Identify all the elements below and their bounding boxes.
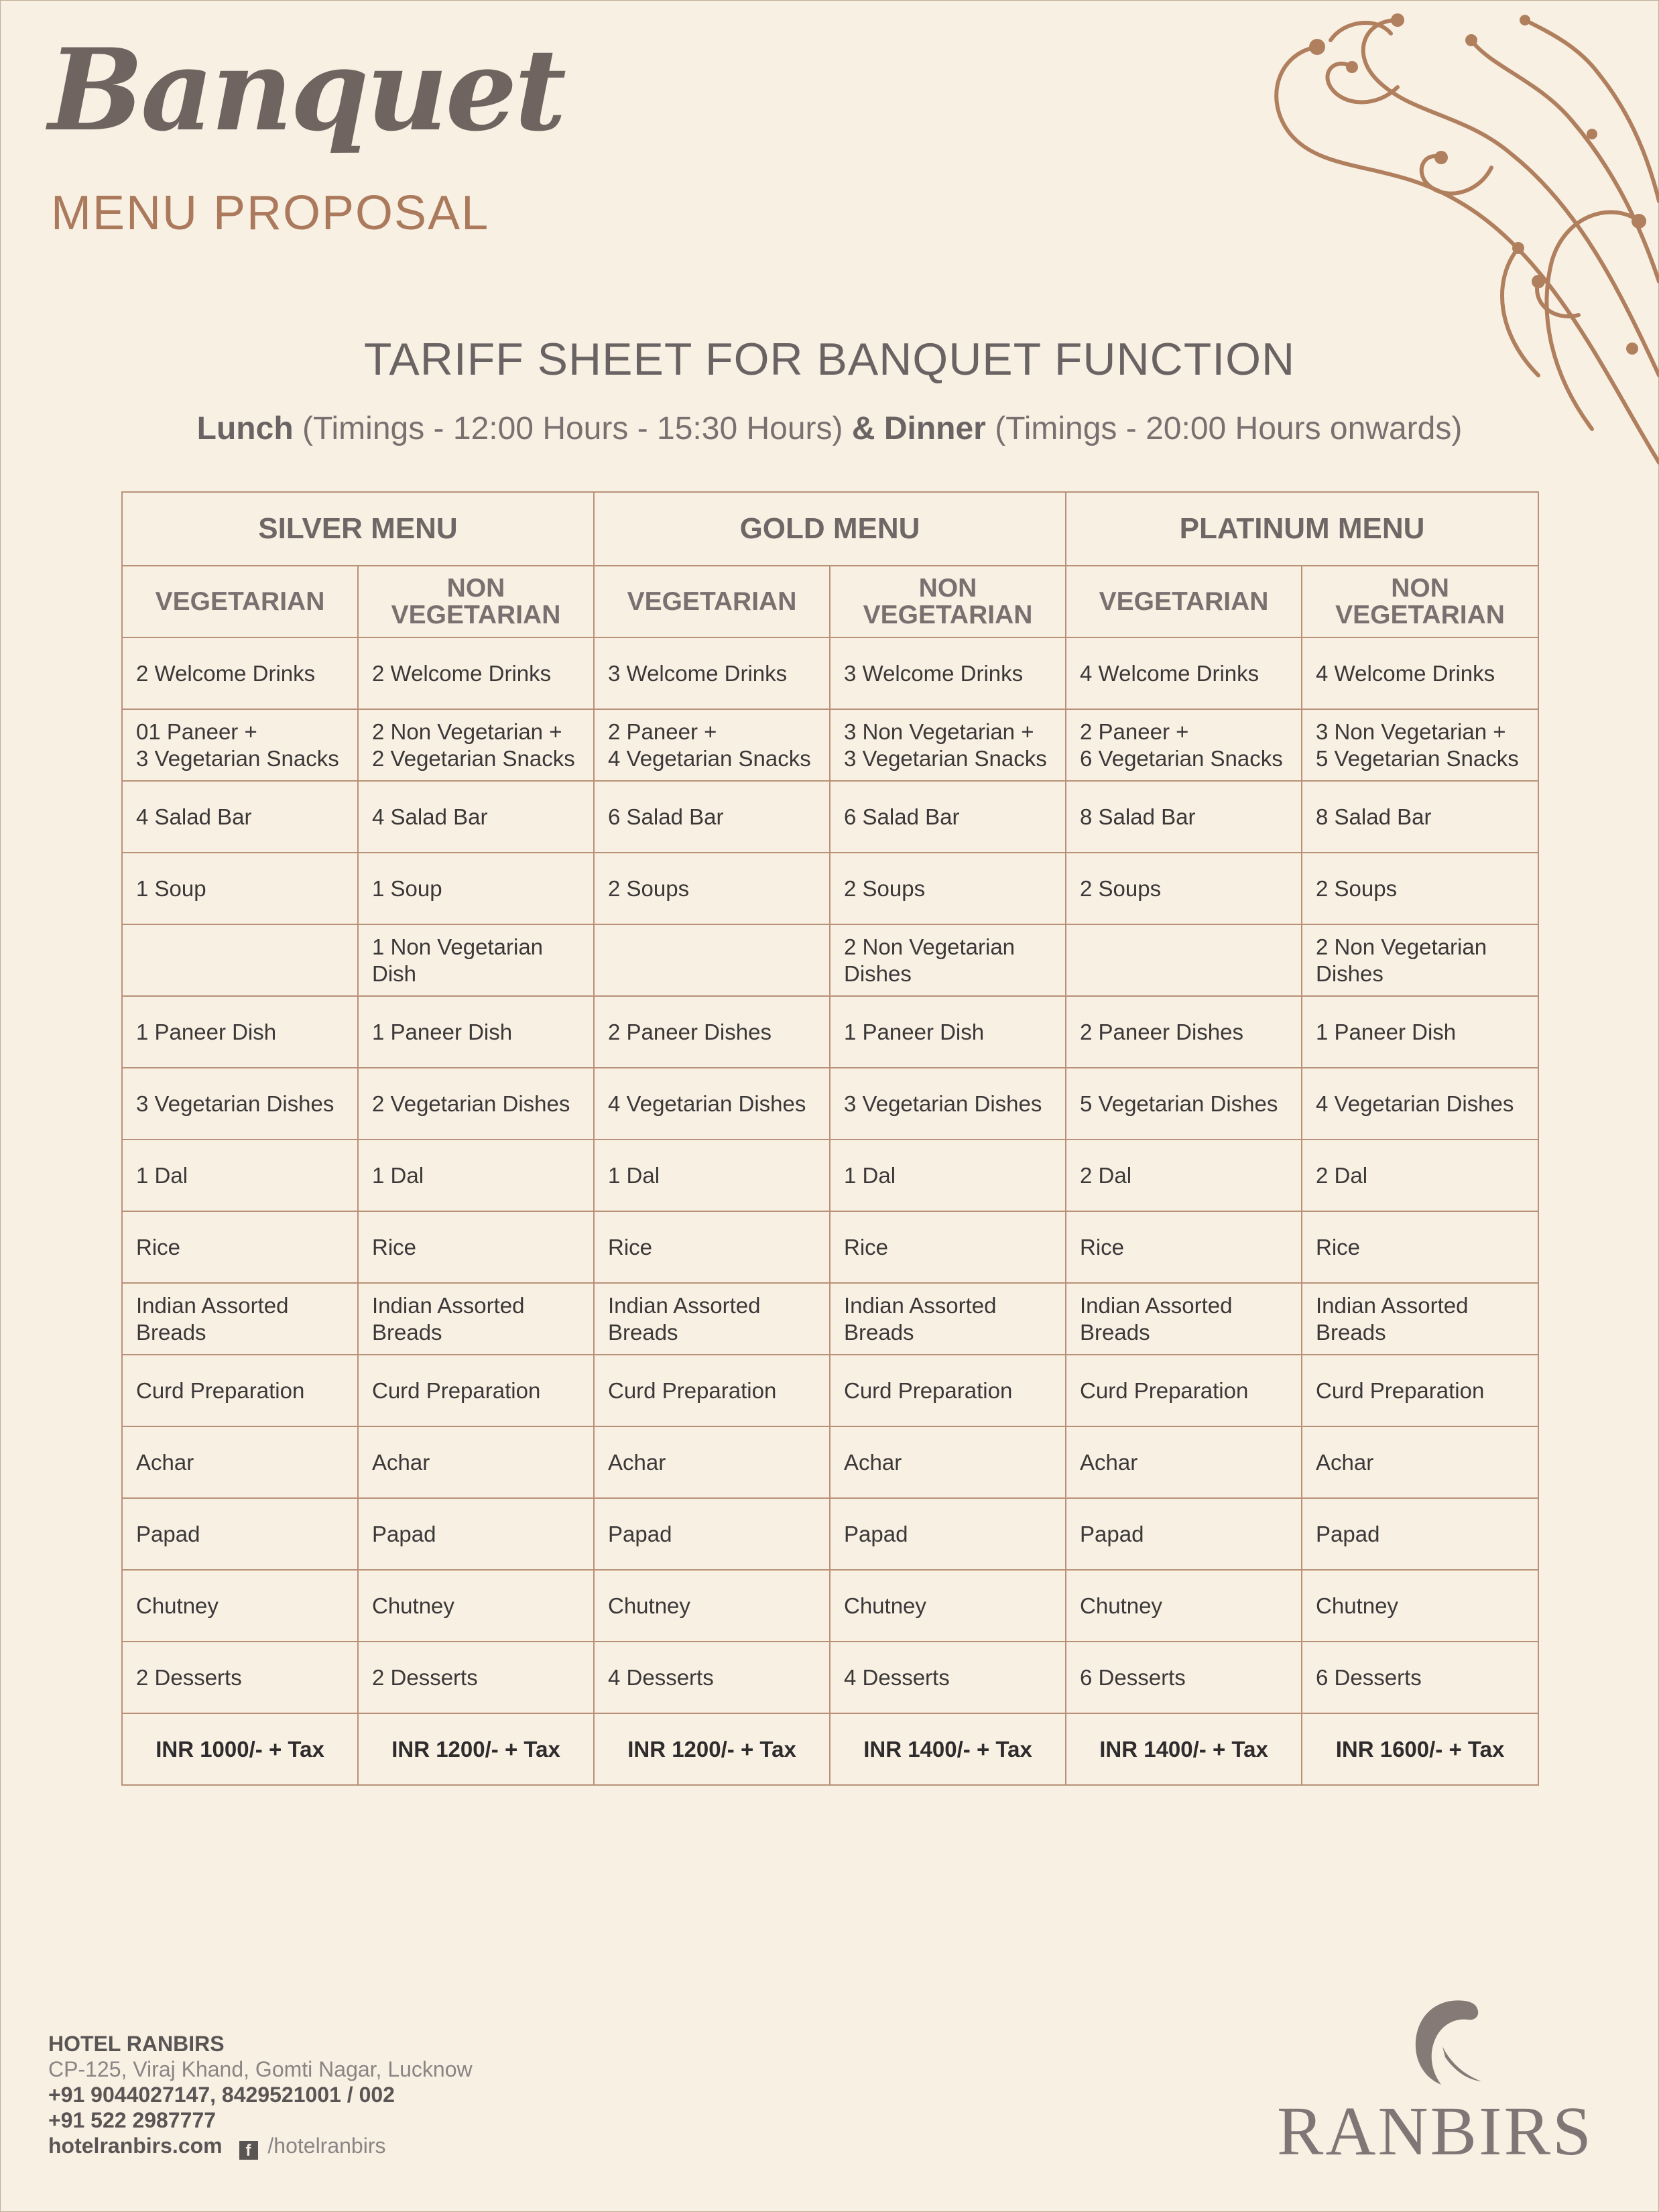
facebook-icon: f [239,2141,258,2160]
menu-item-cell: 2 Paneer + 4 Vegetarian Snacks [594,709,830,781]
hotel-name: HOTEL RANBIRS [48,2032,225,2056]
menu-item-cell: 8 Salad Bar [1302,781,1538,853]
menu-item-cell: 6 Desserts [1066,1642,1302,1713]
menu-item-cell [122,924,358,996]
menu-item-cell: 6 Desserts [1302,1642,1538,1713]
menu-item-cell: 1 Dal [122,1140,358,1211]
menu-item-cell: Curd Preparation [358,1355,594,1426]
menu-item-cell: Indian Assorted Breads [1302,1283,1538,1355]
menu-item-cell: Achar [1066,1426,1302,1498]
column-header: VEGETARIAN [122,566,358,637]
floral-swirl-ornament [1176,0,1659,483]
table-row [122,781,1538,853]
website-link[interactable]: hotelranbirs.com [48,2134,223,2158]
menu-item-cell: Achar [122,1426,358,1498]
menu-item-cell: 4 Welcome Drinks [1302,637,1538,709]
price-cell: INR 1400/- + Tax [1066,1713,1302,1785]
menu-item-cell: 2 Paneer Dishes [594,996,830,1068]
column-header: NON VEGETARIAN [358,566,594,637]
menu-item-cell: 3 Welcome Drinks [594,637,830,709]
dinner-timing: (Timings - 20:00 Hours onwards) [995,411,1463,446]
menu-item-cell: 6 Salad Bar [830,781,1066,853]
menu-item-cell: 1 Paneer Dish [1302,996,1538,1068]
menu-item-cell: 2 Paneer + 6 Vegetarian Snacks [1066,709,1302,781]
menu-item-cell: 2 Welcome Drinks [358,637,594,709]
menu-proposal-subtitle: MENU PROPOSAL [51,186,490,240]
ranbirs-r-emblem-icon [1401,1994,1488,2088]
column-header: NON VEGETARIAN [1302,566,1538,637]
menu-item-cell: Chutney [594,1570,830,1642]
menu-item-cell: Achar [358,1426,594,1498]
gold-menu-header: GOLD MENU [594,492,1066,566]
menu-item-cell: 2 Soups [830,853,1066,924]
menu-item-cell: 4 Salad Bar [358,781,594,853]
hotel-address: CP-125, Viraj Khand, Gomti Nagar, Lucknow [48,2057,473,2081]
menu-item-cell: Achar [830,1426,1066,1498]
table-row [122,709,1538,781]
menu-item-cell: 4 Desserts [594,1642,830,1713]
menu-item-cell: 2 Soups [594,853,830,924]
menu-item-cell: Achar [1302,1426,1538,1498]
price-cell: INR 1200/- + Tax [358,1713,594,1785]
menu-item-cell: 2 Non Vegetarian + 2 Vegetarian Snacks [358,709,594,781]
menu-item-cell: Curd Preparation [830,1355,1066,1426]
price-cell: INR 1600/- + Tax [1302,1713,1538,1785]
price-row [122,1713,1538,1785]
menu-item-cell: Papad [358,1498,594,1570]
price-cell: INR 1400/- + Tax [830,1713,1066,1785]
menu-item-cell: Papad [830,1498,1066,1570]
menu-item-cell: Rice [1066,1211,1302,1283]
menu-item-cell: 1 Dal [830,1140,1066,1211]
menu-item-cell: 4 Welcome Drinks [1066,637,1302,709]
menu-item-cell: Rice [1302,1211,1538,1283]
menu-item-cell: 1 Dal [358,1140,594,1211]
menu-item-cell: Rice [358,1211,594,1283]
menu-item-cell [594,924,830,996]
menu-item-cell: Chutney [358,1570,594,1642]
dinner-label: & Dinner [851,411,986,446]
menu-item-cell: 1 Soup [122,853,358,924]
menu-item-cell: 1 Paneer Dish [122,996,358,1068]
tariff-table [121,491,1539,1786]
table-row [122,1140,1538,1211]
table-row [122,996,1538,1068]
menu-item-cell: 2 Dal [1302,1140,1538,1211]
tariff-heading: TARIFF SHEET FOR BANQUET FUNCTION [363,334,1296,385]
table-row [122,924,1538,996]
menu-item-cell: 2 Desserts [358,1642,594,1713]
menu-item-cell: Papad [1302,1498,1538,1570]
menu-item-cell: Indian Assorted Breads [122,1283,358,1355]
diet-header-row [122,566,1538,637]
menu-item-cell: 2 Soups [1066,853,1302,924]
menu-item-cell: 1 Paneer Dish [830,996,1066,1068]
menu-item-cell: Papad [122,1498,358,1570]
landline-number: +91 522 2987777 [48,2108,217,2132]
table-row [122,853,1538,924]
table-row [122,1642,1538,1713]
menu-item-cell: Indian Assorted Breads [358,1283,594,1355]
menu-item-cell: Rice [830,1211,1066,1283]
menu-item-cell: Chutney [122,1570,358,1642]
menu-item-cell: 4 Vegetarian Dishes [1302,1068,1538,1140]
menu-item-cell: Papad [1066,1498,1302,1570]
menu-item-cell: 1 Non Vegetarian Dish [358,924,594,996]
menu-item-cell: 1 Soup [358,853,594,924]
menu-item-cell: Curd Preparation [1066,1355,1302,1426]
menu-item-cell: 3 Vegetarian Dishes [122,1068,358,1140]
menu-item-cell: 2 Non Vegetarian Dishes [830,924,1066,996]
lunch-timing: (Timings - 12:00 Hours - 15:30 Hours) [302,411,843,446]
menu-item-cell: 5 Vegetarian Dishes [1066,1068,1302,1140]
menu-item-cell: 01 Paneer + 3 Vegetarian Snacks [122,709,358,781]
table-row [122,1570,1538,1642]
menu-item-cell: Rice [594,1211,830,1283]
menu-item-cell: 6 Salad Bar [594,781,830,853]
table-row [122,1283,1538,1355]
menu-item-cell: Curd Preparation [122,1355,358,1426]
table-row [122,637,1538,709]
menu-item-cell: 8 Salad Bar [1066,781,1302,853]
platinum-menu-header: PLATINUM MENU [1066,492,1538,566]
column-header: VEGETARIAN [1066,566,1302,637]
menu-items-body [122,637,1538,1713]
column-header: NON VEGETARIAN [830,566,1066,637]
menu-item-cell: 3 Vegetarian Dishes [830,1068,1066,1140]
menu-item-cell: 1 Dal [594,1140,830,1211]
menu-tier-header-row [122,492,1538,566]
menu-item-cell: 3 Non Vegetarian + 5 Vegetarian Snacks [1302,709,1538,781]
menu-item-cell: 4 Vegetarian Dishes [594,1068,830,1140]
hotel-contact-footer [48,2031,473,2160]
table-row [122,1498,1538,1570]
menu-item-cell: Chutney [1066,1570,1302,1642]
banquet-script-title: Banquet [48,23,564,156]
facebook-handle[interactable]: /hotelranbirs [267,2134,386,2158]
table-row [122,1355,1538,1426]
menu-item-cell: 4 Desserts [830,1642,1066,1713]
menu-item-cell: 2 Desserts [122,1642,358,1713]
menu-item-cell: Indian Assorted Breads [830,1283,1066,1355]
menu-item-cell: Rice [122,1211,358,1283]
menu-item-cell: 2 Welcome Drinks [122,637,358,709]
menu-item-cell: 3 Welcome Drinks [830,637,1066,709]
menu-item-cell: Achar [594,1426,830,1498]
ranbirs-logo-text: RANBIRS [1277,2093,1593,2170]
menu-item-cell: 2 Soups [1302,853,1538,924]
price-cell: INR 1000/- + Tax [122,1713,358,1785]
menu-item-cell: Indian Assorted Breads [594,1283,830,1355]
menu-item-cell: 2 Dal [1066,1140,1302,1211]
meal-timings [0,413,1659,445]
menu-item-cell: 2 Non Vegetarian Dishes [1302,924,1538,996]
menu-item-cell: 3 Non Vegetarian + 3 Vegetarian Snacks [830,709,1066,781]
menu-item-cell: Chutney [830,1570,1066,1642]
menu-item-cell: 1 Paneer Dish [358,996,594,1068]
menu-item-cell: Papad [594,1498,830,1570]
mobile-numbers: +91 9044027147, 8429521001 / 002 [48,2083,395,2107]
table-row [122,1068,1538,1140]
menu-item-cell: Indian Assorted Breads [1066,1283,1302,1355]
menu-item-cell: 2 Paneer Dishes [1066,996,1302,1068]
column-header: VEGETARIAN [594,566,830,637]
table-row [122,1211,1538,1283]
menu-item-cell: 2 Vegetarian Dishes [358,1068,594,1140]
table-row [122,1426,1538,1498]
menu-item-cell: 4 Salad Bar [122,781,358,853]
menu-item-cell: Curd Preparation [1302,1355,1538,1426]
menu-item-cell [1066,924,1302,996]
menu-item-cell: Curd Preparation [594,1355,830,1426]
price-cell: INR 1200/- + Tax [594,1713,830,1785]
menu-item-cell: Chutney [1302,1570,1538,1642]
lunch-label: Lunch [196,411,294,446]
silver-menu-header: SILVER MENU [122,492,594,566]
